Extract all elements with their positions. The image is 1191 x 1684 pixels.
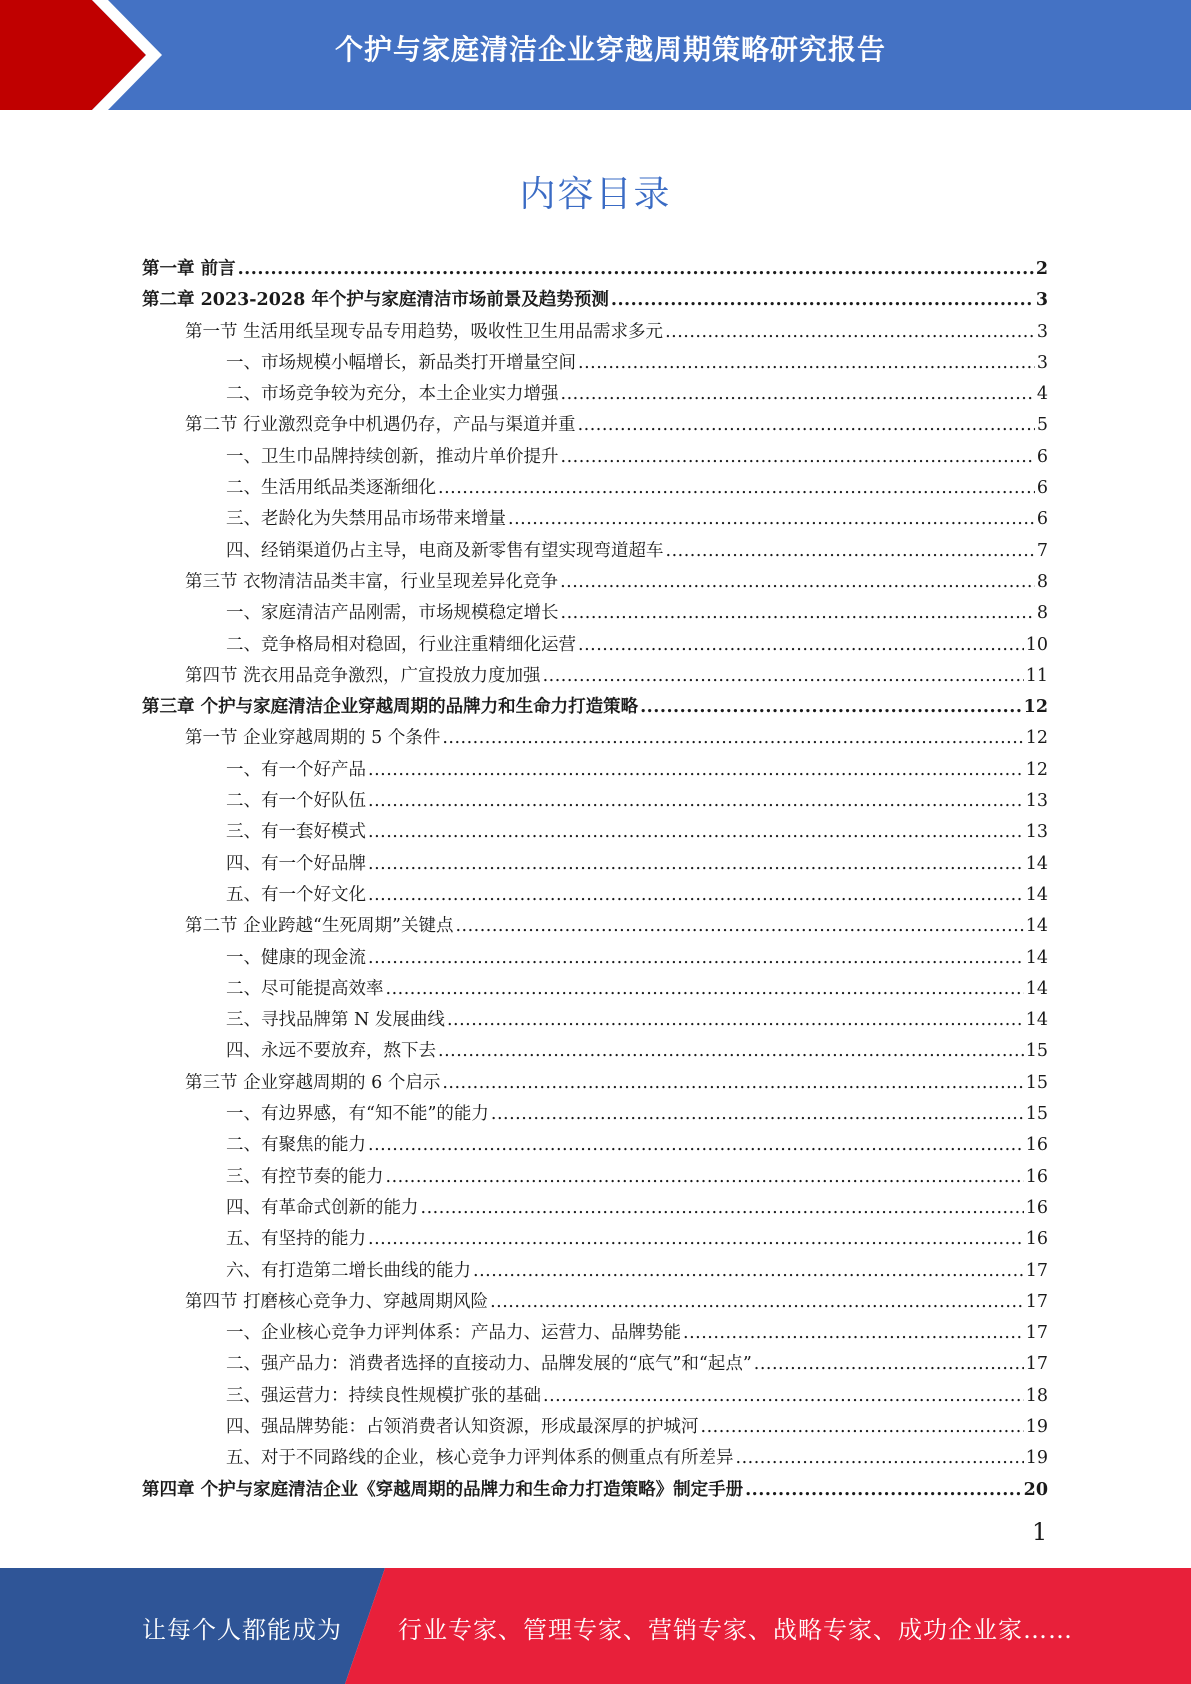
toc-entry-title: 三、老龄化为失禁用品市场带来增量: [226, 509, 506, 530]
toc-entry-title: 一、有一个好产品: [226, 759, 366, 780]
toc-entry[interactable]: [142, 1162, 1048, 1193]
toc-entry[interactable]: [142, 974, 1048, 1005]
toc-entry-title: 第二章 2023-2028 年个护与家庭清洁市场前景及趋势预测: [142, 290, 609, 311]
toc-entry[interactable]: [142, 348, 1048, 379]
toc-entry-page: 14: [1025, 1010, 1048, 1031]
footer-banner: [0, 1568, 1191, 1684]
toc-entry-page: 8: [1036, 603, 1048, 624]
toc-entry-title: 四、经销渠道仍占主导，电商及新零售有望实现弯道超车: [226, 540, 664, 561]
toc-entry-title: 五、对于不同路线的企业，核心竞争力评判体系的侧重点有所差异: [226, 1448, 734, 1469]
page-number: 1: [1032, 1518, 1048, 1546]
toc-entry-title: 第二节 企业跨越“生死周期”关键点: [185, 916, 454, 937]
header-banner: [0, 0, 1191, 110]
toc-leader-dots: [578, 410, 1035, 441]
toc-leader-dots: [508, 504, 1035, 535]
toc-leader-dots: [368, 755, 1024, 786]
toc-entry-title: 六、有打造第二增长曲线的能力: [226, 1260, 471, 1281]
toc-entry-page: 6: [1036, 478, 1048, 499]
toc-leader-dots: [368, 943, 1024, 974]
toc-entry[interactable]: [142, 1381, 1048, 1412]
footer-slogan-right: 行业专家、管理专家、营销专家、战略专家、成功企业家……: [398, 1616, 1073, 1644]
toc-entry[interactable]: [142, 285, 1048, 316]
toc-heading: 内容目录: [519, 174, 672, 215]
toc-entry-page: 13: [1025, 791, 1048, 812]
toc-entry-title: 二、有聚焦的能力: [226, 1135, 366, 1156]
toc-leader-dots: [447, 1005, 1024, 1036]
toc-entry-page: 15: [1025, 1072, 1048, 1093]
toc-leader-dots: [421, 1193, 1024, 1224]
toc-leader-dots: [442, 723, 1023, 754]
toc-leader-dots: [561, 442, 1035, 473]
toc-entry-page: 14: [1025, 916, 1048, 937]
toc-entry-page: 12: [1023, 697, 1048, 718]
toc-entry-title: 第三节 企业穿越周期的 6 个启示: [185, 1072, 441, 1093]
toc-leader-dots: [543, 1381, 1024, 1412]
toc-entry-page: 11: [1025, 665, 1048, 686]
toc-entry[interactable]: [142, 1193, 1048, 1224]
toc-leader-dots: [438, 1036, 1024, 1067]
toc-entry-page: 2: [1035, 259, 1048, 279]
toc-entry-title: 第四节 洗衣用品竞争激烈，广宣投放力度加强: [185, 665, 541, 686]
toc-leader-dots: [368, 880, 1024, 911]
toc-entry-title: 第三节 衣物清洁品类丰富，行业呈现差异化竞争: [185, 571, 559, 592]
toc-leader-dots: [578, 630, 1024, 661]
toc-entry[interactable]: [142, 410, 1048, 441]
toc-entry[interactable]: [142, 473, 1048, 504]
toc-entry[interactable]: [142, 442, 1048, 473]
toc-leader-dots: [666, 536, 1035, 567]
header-title: 个护与家庭清洁企业穿越周期策略研究报告: [334, 33, 886, 66]
toc-entry-page: 17: [1025, 1323, 1048, 1344]
toc-entry-title: 第一章 前言: [142, 259, 236, 279]
toc-leader-dots: [683, 1318, 1024, 1349]
toc-entry[interactable]: [142, 1224, 1048, 1255]
toc-entry-title: 二、有一个好队伍: [226, 791, 366, 812]
toc-entry-page: 16: [1025, 1229, 1048, 1250]
toc-entry-page: 20: [1023, 1479, 1048, 1500]
toc-entry[interactable]: [142, 1318, 1048, 1349]
toc-entry-title: 四、有革命式创新的能力: [226, 1197, 419, 1218]
toc-entry-title: 一、企业核心竞争力评判体系：产品力、运营力、品牌势能: [226, 1323, 681, 1344]
toc-leader-dots: [491, 1099, 1024, 1130]
toc-leader-dots: [701, 1412, 1024, 1443]
toc-leader-dots: [490, 1287, 1024, 1318]
toc-entry-title: 一、市场规模小幅增长，新品类打开增量空间: [226, 352, 576, 373]
toc-entry-title: 二、尽可能提高效率: [226, 978, 384, 999]
toc-entry-page: 19: [1025, 1448, 1048, 1469]
toc-entry-page: 16: [1025, 1135, 1048, 1156]
toc-entry-page: 12: [1025, 728, 1048, 749]
toc-leader-dots: [386, 1162, 1024, 1193]
toc-entry-title: 第一节 企业穿越周期的 5 个条件: [185, 728, 441, 749]
toc-entry-title: 第四章 个护与家庭清洁企业《穿越周期的品牌力和生命力打造策略》制定手册: [142, 1479, 744, 1500]
toc-entry-page: 15: [1025, 1104, 1048, 1125]
toc-entry[interactable]: [142, 1130, 1048, 1161]
toc-entry-title: 三、寻找品牌第 N 发展曲线: [226, 1010, 445, 1031]
toc-entry-page: 7: [1036, 540, 1048, 561]
toc-entry[interactable]: [142, 817, 1048, 848]
toc-entry-page: 17: [1025, 1354, 1048, 1375]
toc-leader-dots: [438, 473, 1035, 504]
toc-entry[interactable]: [142, 943, 1048, 974]
toc-entry-title: 三、强运营力：持续良性规模扩张的基础: [226, 1385, 541, 1406]
toc-entry[interactable]: [142, 504, 1048, 535]
toc-entry-page: 6: [1036, 509, 1048, 530]
toc-leader-dots: [665, 317, 1035, 348]
toc-entry-page: 17: [1025, 1260, 1048, 1281]
toc-leader-dots: [473, 1256, 1024, 1287]
toc-entry-title: 一、家庭清洁产品刚需，市场规模稳定增长: [226, 603, 559, 624]
toc-leader-dots: [386, 974, 1024, 1005]
toc-entry-page: 16: [1025, 1166, 1048, 1187]
toc-leader-dots: [578, 348, 1035, 379]
toc-entry[interactable]: [142, 1412, 1048, 1443]
toc-entry[interactable]: [142, 1068, 1048, 1099]
toc-entry-title: 三、有控节奏的能力: [226, 1166, 384, 1187]
toc-entry-page: 5: [1036, 415, 1048, 436]
toc-entry-title: 二、强产品力：消费者选择的直接动力、品牌发展的“底气”和“起点”: [226, 1354, 752, 1375]
toc-leader-dots: [238, 254, 1034, 285]
toc-leader-dots: [611, 285, 1034, 316]
toc-entry-page: 14: [1025, 884, 1048, 905]
toc-leader-dots: [745, 1475, 1022, 1506]
toc-entry-page: 16: [1025, 1197, 1048, 1218]
toc-leader-dots: [368, 1130, 1024, 1161]
toc-leader-dots: [561, 598, 1035, 629]
table-of-contents: [142, 254, 1048, 1506]
toc-entry[interactable]: [142, 661, 1048, 692]
toc-entry-page: 14: [1025, 853, 1048, 874]
toc-entry[interactable]: [142, 723, 1048, 754]
toc-entry-title: 第四节 打磨核心竞争力、穿越周期风险: [185, 1291, 489, 1312]
toc-entry-page: 10: [1025, 634, 1048, 655]
toc-entry[interactable]: [142, 1349, 1048, 1380]
toc-entry-page: 18: [1025, 1385, 1048, 1406]
toc-entry-title: 二、竞争格局相对稳固，行业注重精细化运营: [226, 634, 576, 655]
toc-entry-title: 五、有坚持的能力: [226, 1229, 366, 1250]
toc-entry[interactable]: [142, 379, 1048, 410]
toc-leader-dots: [442, 1068, 1023, 1099]
toc-leader-dots: [560, 567, 1035, 598]
toc-entry-page: 19: [1025, 1416, 1048, 1437]
toc-entry-page: 14: [1025, 978, 1048, 999]
toc-entry-title: 二、市场竞争较为充分，本土企业实力增强: [226, 384, 559, 405]
toc-entry-title: 四、永远不要放弃，熬下去: [226, 1041, 436, 1062]
toc-entry-title: 一、健康的现金流: [226, 947, 366, 968]
toc-entry[interactable]: [142, 911, 1048, 942]
toc-entry-page: 6: [1036, 446, 1048, 467]
toc-entry-page: 14: [1025, 947, 1048, 968]
toc-entry[interactable]: [142, 630, 1048, 661]
toc-entry[interactable]: [142, 880, 1048, 911]
toc-entry[interactable]: [142, 1475, 1048, 1506]
toc-entry-page: 8: [1036, 571, 1048, 592]
toc-entry-page: 3: [1035, 290, 1048, 311]
toc-entry-page: 3: [1036, 321, 1048, 342]
toc-entry[interactable]: [142, 598, 1048, 629]
toc-entry-page: 13: [1025, 822, 1048, 843]
toc-entry-title: 三、有一套好模式: [226, 822, 366, 843]
toc-entry[interactable]: [142, 755, 1048, 786]
toc-entry-title: 一、卫生巾品牌持续创新，推动片单价提升: [226, 446, 559, 467]
toc-leader-dots: [455, 911, 1023, 942]
toc-leader-dots: [754, 1349, 1024, 1380]
toc-leader-dots: [368, 817, 1024, 848]
toc-leader-dots: [543, 661, 1024, 692]
toc-leader-dots: [736, 1443, 1024, 1474]
toc-entry[interactable]: [142, 786, 1048, 817]
toc-leader-dots: [368, 1224, 1024, 1255]
toc-entry-page: 4: [1036, 384, 1048, 405]
toc-entry[interactable]: [142, 692, 1048, 723]
toc-entry[interactable]: [142, 1287, 1048, 1318]
toc-entry-page: 3: [1036, 352, 1048, 373]
toc-entry[interactable]: [142, 849, 1048, 880]
toc-entry[interactable]: [142, 1443, 1048, 1474]
toc-entry[interactable]: [142, 1099, 1048, 1130]
toc-entry[interactable]: [142, 1005, 1048, 1036]
toc-entry-title: 第三章 个护与家庭清洁企业穿越周期的品牌力和生命力打造策略: [142, 697, 639, 718]
toc-entry-page: 12: [1025, 759, 1048, 780]
toc-entry[interactable]: [142, 536, 1048, 567]
toc-leader-dots: [561, 379, 1035, 410]
toc-entry-title: 一、有边界感，有“知不能”的能力: [226, 1104, 489, 1125]
toc-entry-page: 17: [1025, 1291, 1048, 1312]
toc-entry[interactable]: [142, 1256, 1048, 1287]
toc-leader-dots: [368, 786, 1024, 817]
toc-leader-dots: [640, 692, 1022, 723]
toc-entry[interactable]: [142, 317, 1048, 348]
toc-entry-page: 15: [1025, 1041, 1048, 1062]
toc-entry[interactable]: [142, 254, 1048, 285]
toc-entry[interactable]: [142, 567, 1048, 598]
toc-entry-title: 第一节 生活用纸呈现专品专用趋势，吸收性卫生用品需求多元: [185, 321, 664, 342]
toc-entry-title: 第二节 行业激烈竞争中机遇仍存，产品与渠道并重: [185, 415, 576, 436]
toc-entry-title: 二、生活用纸品类逐渐细化: [226, 478, 436, 499]
toc-entry-title: 四、有一个好品牌: [226, 853, 366, 874]
toc-leader-dots: [368, 849, 1024, 880]
toc-entry-title: 五、有一个好文化: [226, 884, 366, 905]
footer-slogan-left: 让每个人都能成为: [142, 1616, 342, 1644]
toc-entry[interactable]: [142, 1036, 1048, 1067]
toc-entry-title: 四、强品牌势能：占领消费者认知资源，形成最深厚的护城河: [226, 1416, 699, 1437]
